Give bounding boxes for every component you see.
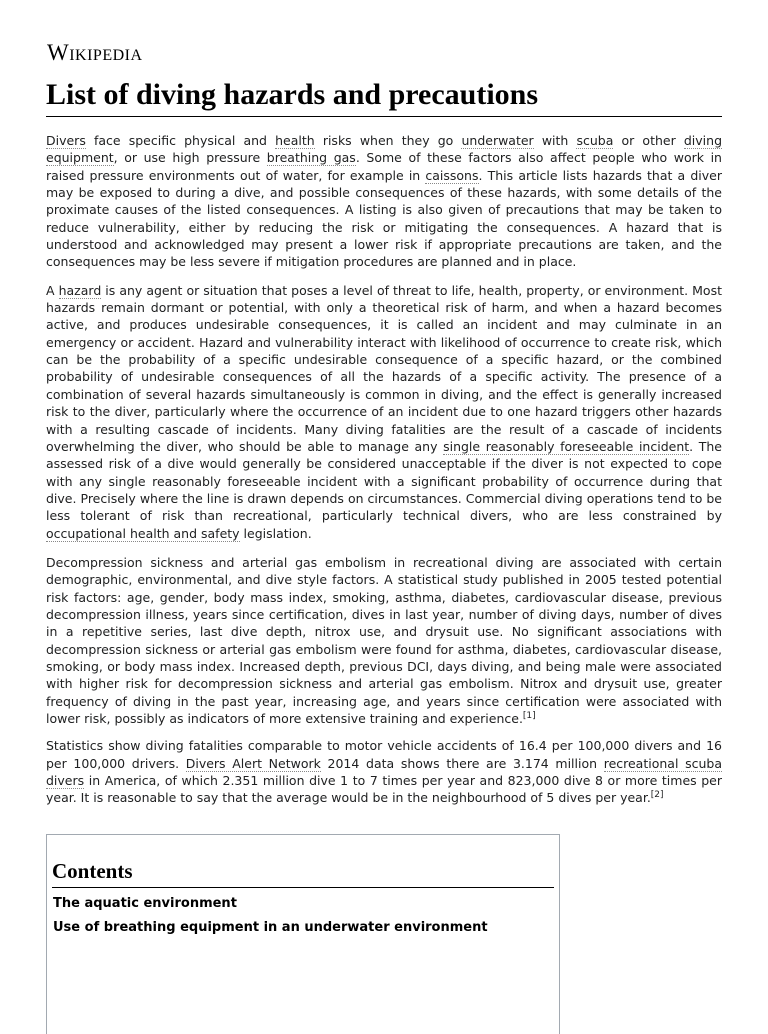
text: in America, of which 2.351 million dive 1 to 7 times per year and 823,000 dive 8 or more times per year. It is reasonable to say that the average would be in the neighbourhood of 5 dives per year. — [46, 773, 722, 806]
link-breathing-gas[interactable]: breathing gas — [266, 150, 356, 166]
text: with — [533, 133, 577, 148]
toc-item-aquatic-environment[interactable]: The aquatic environment — [53, 896, 237, 911]
link-diving-equipment[interactable]: diving equipment — [46, 133, 723, 166]
wikipedia-logo[interactable]: Wikipedia — [47, 40, 143, 65]
text: Decompression sickness and arterial gas embolism in recreational diving are associated with certain demographic, environmental, and dive style factors. A statistical study published in 2005 tested potential risk factors: age, gender, body mass index, smoking, asthma, diabetes, cardiovascular disease, previous decompression illness, years since certification, dives in last year, number of diving days, number of dives in a repetitive series, last dive depth, nitrox use, and drysuit use. No significant associations with decompression sickness or arterial gas embolism were found for asthma, diabetes, cardiovascular disease, smoking, or body mass index. Increased depth, previous DCI, days diving, and being male were associated with higher risk for decompression sickness and arterial gas embolism. Nitrox and drysuit use, greater frequency of diving in the past year, increasing age, and years since certification were associated with lower risk, possibly as indicators of more extensive training and experience. — [46, 554, 722, 726]
link-scuba[interactable]: scuba — [576, 133, 614, 148]
intro-paragraph — [46, 132, 722, 271]
text: Statistics show diving fatalities comparable to motor vehicle accidents of 16.4 per 100,000 divers and 16 per 100,000 drivers. — [46, 738, 722, 771]
link-single-incident[interactable]: single reasonably foreseeable incident — [443, 438, 690, 454]
risk-factors-paragraph — [46, 554, 722, 727]
toc-item-breathing-equipment[interactable]: Use of breathing equipment in an underwater environment — [53, 920, 488, 935]
text: , or use high pressure — [113, 150, 267, 166]
text: 2014 data shows there are 3.174 million — [320, 755, 604, 771]
text: face specific physical and — [85, 133, 276, 148]
link-hazard[interactable]: hazard — [58, 282, 102, 298]
text: is any agent or situation that poses a level of threat to life, health, property, or environment. Most hazards remain dormant or potential, with only a theoretical risk of harm, and when a hazard becomes active, and produces undesirable consequences, it is called an incident and may culminate in an emergency or accident. Hazard and vulnerability interact with likelihood of occurrence to create risk, which can be the probability of a specific undesirable consequence of a specific hazard, or the combined probability of undesirable consequences of all the hazards of a specific activity. The presence of a combination of several hazards simultaneously is common in diving, and the effect is generally increased risk to the diver, particularly where the occurrence of an incident due to one hazard triggers other hazards with a resulting cascade of incidents. Many diving fatalities are the result of a cascade of incidents overwhelming the diver, who should be able to manage any — [46, 282, 722, 454]
text: risks when they go — [314, 133, 462, 148]
toc-title: Contents — [52, 859, 554, 888]
link-health[interactable]: health — [275, 133, 315, 148]
statistics-paragraph — [46, 737, 722, 806]
text: . The assessed risk of a dive would generally be considered unacceptable if the diver is not expected to cope with any single reasonably foreseeable incident with a significant probability of occurrence during that dive. Precisely where the line is drawn depends on circumstances. Commercial diving operations tend to be less tolerant of risk than recreational, particularly technical divers, who are less constrained by — [46, 438, 722, 524]
link-caissons[interactable]: caissons — [425, 167, 479, 183]
page-title: List of diving hazards and precautions — [46, 78, 722, 117]
link-divers[interactable]: Divers — [46, 133, 86, 148]
text: legislation. — [239, 525, 312, 541]
text: . This article lists hazards that a diver may be exposed to during a dive, and possible consequences of these hazards, with some details of the proximate causes of the listed consequences. A listing is also given of precautions that may be taken to reduce vulnerability, either by reducing the risk or mitigating the consequences. A hazard that is understood and acknowledged may present a lower risk if appropriate precautions are taken, and the consequences may be less severe if mitigation procedures are planned and in place. — [46, 167, 722, 270]
citation-1[interactable]: [1] — [522, 711, 536, 721]
text: A — [46, 282, 59, 298]
table-of-contents — [46, 834, 560, 1034]
citation-2[interactable]: [2] — [650, 790, 664, 801]
text: or other — [613, 133, 684, 148]
link-recreational-scuba[interactable]: recreational scuba divers — [46, 755, 722, 789]
link-occupational-health[interactable]: occupational health and safety — [46, 525, 240, 541]
link-underwater[interactable]: underwater — [461, 133, 534, 148]
hazard-paragraph — [46, 282, 722, 542]
article-body — [46, 132, 722, 817]
link-divers-alert-network[interactable]: Divers Alert Network — [185, 755, 321, 771]
text: . Some of these factors also affect people who work in raised pressure environments out of water, for example in — [46, 150, 722, 183]
